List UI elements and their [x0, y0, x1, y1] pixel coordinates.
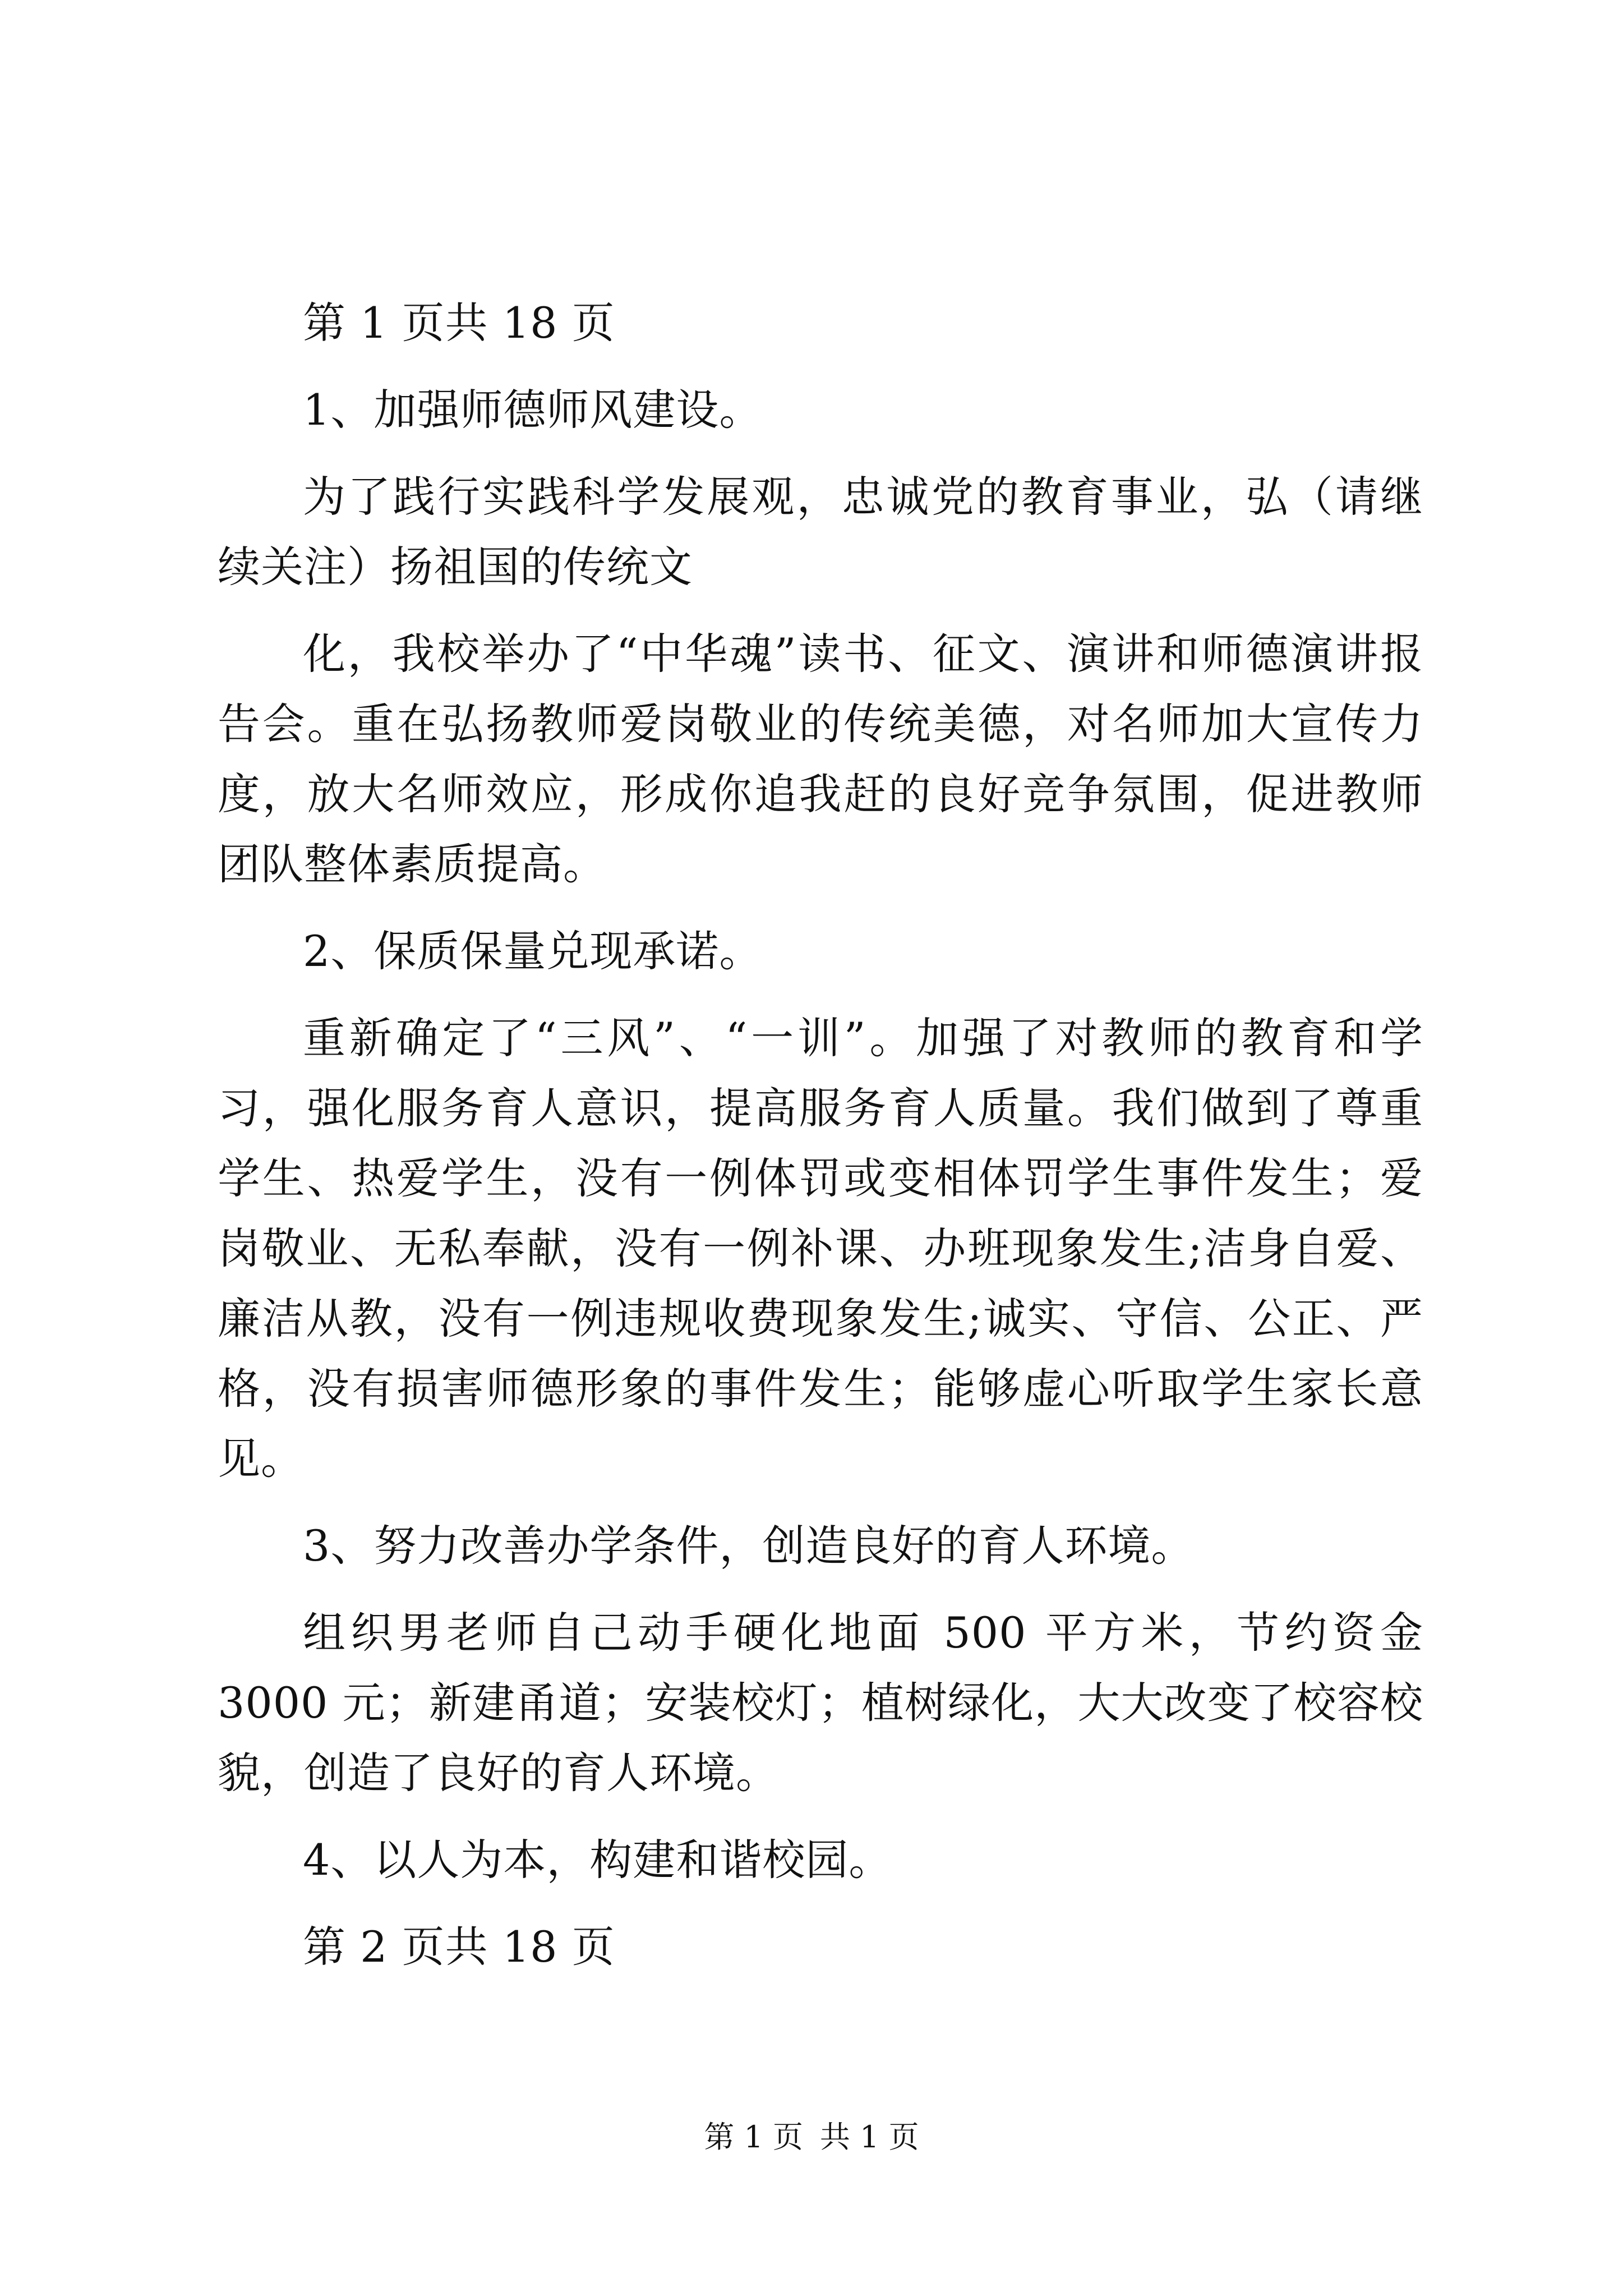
paragraph-1a: 为了践行实践科学发展观，忠诚党的教育事业，弘（请继续关注）扬祖国的传统文 [218, 472, 1423, 592]
document-body [218, 288, 1423, 1999]
paragraph-2: 重新确定了“三风”、“一训”。加强了对教师的教育和学习，强化服务育人意识，提高服务育人质量。我们做到了尊重学生、热爱学生，没有一例体罚或变相体罚学生事件发生；爱岗敬业、无私奉献，没有一例补课、办班现象发生;洁身自爱、廉洁从教，没有一例违规收费现象发生;诚实、守信、公正、严格，没有损害师德形象的事件发生；能够虚心听取学生家长意见。 [218, 1013, 1423, 1484]
paragraph-3: 组织男老师自己动手硬化地面 500 平方米，节约资金 3000 元；新建甬道；安装校灯；植树绿化，大大改变了校容校貌，创造了良好的育人环境。 [218, 1608, 1423, 1798]
page-marker-top: 第 1 页共 18 页 [303, 298, 615, 348]
page-footer [0, 2118, 1623, 2157]
section-heading-4: 4、以人为本，构建和谐校园。 [303, 1835, 892, 1885]
footer-page-number: 第 1 页 [704, 2119, 803, 2155]
page-marker-bottom: 第 2 页共 18 页 [303, 1922, 615, 1972]
paragraph-1b: 化，我校举办了“中华魂”读书、征文、演讲和师德演讲报告会。重在弘扬教师爱岗敬业的传统美德，对名师加大宣传力度，放大名师效应，形成你追我赶的良好竞争氛围，促进教师团队整体素质提高。 [218, 629, 1423, 889]
footer-total-pages: 共 1 页 [820, 2119, 919, 2155]
section-heading-2: 2、保质保量兑现承诺。 [303, 926, 763, 976]
section-heading-3: 3、努力改善办学条件，创造良好的育人环境。 [303, 1521, 1195, 1571]
section-heading-1: 1、加强师德师风建设。 [303, 385, 763, 435]
